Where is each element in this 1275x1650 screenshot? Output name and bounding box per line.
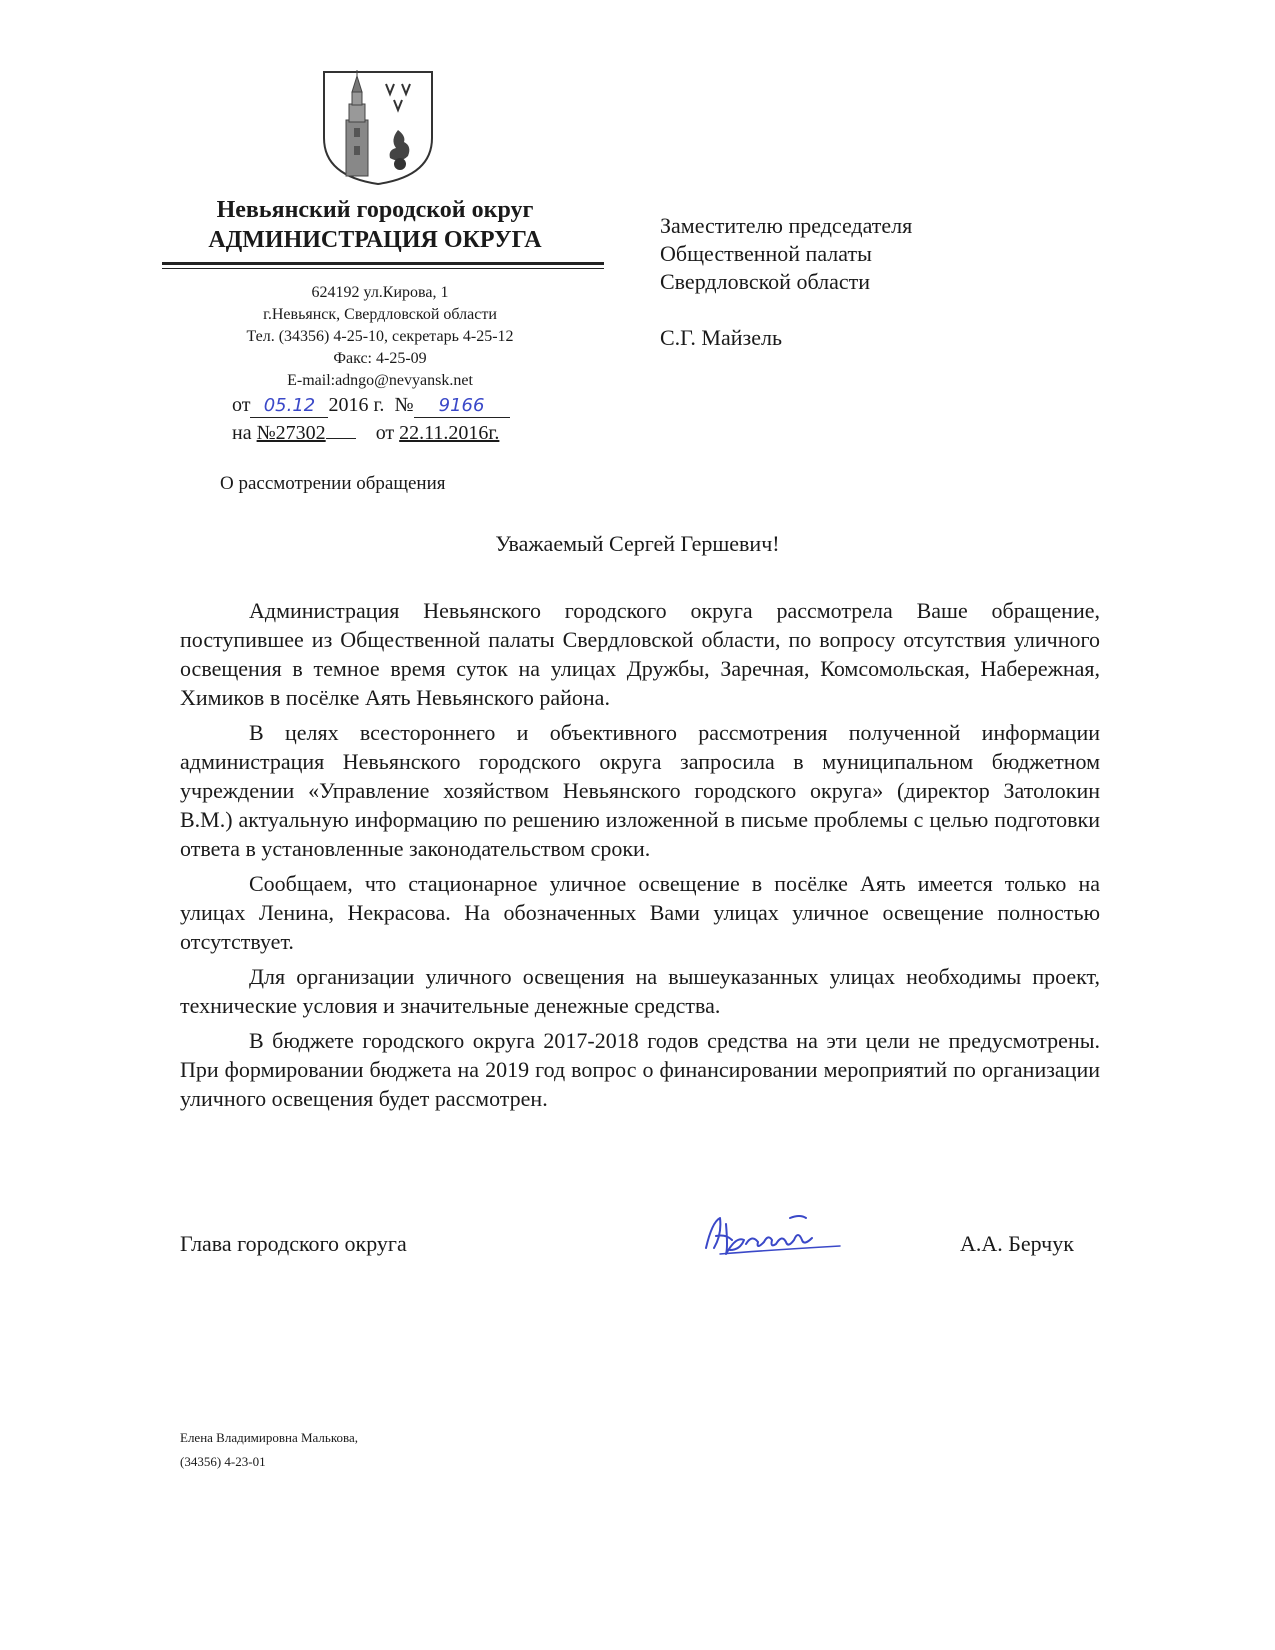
handwritten-signature (700, 1210, 860, 1260)
reference-prefix: на (232, 422, 252, 444)
reference-blank (326, 438, 356, 439)
letter-body (180, 596, 1100, 1119)
executor-phone: (34356) 4-23-01 (180, 1454, 266, 1469)
reference-number: №27302 (256, 422, 326, 444)
executor-name: Елена Владимировна Малькова, (180, 1430, 358, 1445)
outgoing-number-field (414, 394, 510, 418)
signatory-title: Глава городского округа (180, 1231, 407, 1256)
body-paragraph: В бюджете городского округа 2017-2018 годов средства на эти цели не предусмотрены. При формировании бюджета на 2019 год вопрос о финансировании мероприятий по организации уличного освещения будет рассмотрен. (180, 1028, 1100, 1111)
email-line: E-mail:adngo@nevyansk.net (287, 372, 473, 389)
addressee-position: Заместителю председателя (660, 213, 913, 238)
reference-date: 22.11.2016г. (399, 422, 500, 444)
outgoing-year: 2016 г. (328, 394, 385, 416)
address-city: г.Невьянск, Свердловской области (263, 306, 497, 323)
outgoing-number-line (232, 392, 510, 418)
addressee-name: С.Г. Майзель (660, 325, 782, 350)
outgoing-number-label: № (394, 394, 414, 416)
reference-date-prefix: от (375, 422, 395, 444)
fax-line: Факс: 4-25-09 (333, 350, 427, 367)
reference-line (232, 420, 499, 446)
letter-subject: О рассмотрении обращения (220, 473, 446, 494)
address-line: 624192 ул.Кирова, 1 (311, 284, 449, 301)
organization-administration: АДМИНИСТРАЦИЯ ОКРУГА (208, 227, 542, 253)
body-paragraph: В целях всестороннего и объективного рассмотрения полученной информации администрация Невьянского городского округа запросила в муниципальном бюджетном учреждении «Управление хозяйством Невьянского городского округа» (директор Затолокин В.М.) актуальную информацию по решению изложенной в письме проблемы с целью подготовки ответа в установленные законодательством сроки. (180, 720, 1100, 861)
outgoing-prefix: от (232, 394, 251, 416)
body-paragraph: Администрация Невьянского городского округа рассмотрела Ваше обращение, поступившее из Общественной палаты Свердловской области, по вопросу отсутствия уличного освещения в темное время суток на улицах Дружбы, Заречная, Комсомольская, Набережная, Химиков в посёлке Аять Невьянского района. (180, 598, 1100, 710)
signatory-name: А.А. Берчук (960, 1231, 1074, 1256)
phone-line: Тел. (34356) 4-25-10, секретарь 4-25-12 (246, 328, 514, 345)
letterhead-rule (162, 262, 604, 265)
coat-of-arms-icon (320, 68, 436, 186)
letterhead-rule-thin (162, 268, 604, 269)
outgoing-number-handwritten: 9166 (438, 395, 485, 416)
greeting: Уважаемый Сергей Гершевич! (495, 531, 780, 556)
organization-name: Невьянский городской округ (216, 197, 534, 223)
outgoing-date-field (250, 394, 328, 418)
body-paragraph: Для организации уличного освещения на вышеуказанных улицах необходимы проект, технические условия и значительные денежные средства. (180, 964, 1100, 1018)
addressee-region: Свердловской области (660, 269, 870, 294)
body-paragraph: Сообщаем, что стационарное уличное освещение в посёлке Аять имеется только на улицах Ленина, Некрасова. На обозначенных Вами улицах уличное освещение полностью отсутствует. (180, 871, 1100, 954)
outgoing-date-handwritten: 05.12 (263, 395, 316, 416)
addressee-organization: Общественной палаты (660, 241, 872, 266)
